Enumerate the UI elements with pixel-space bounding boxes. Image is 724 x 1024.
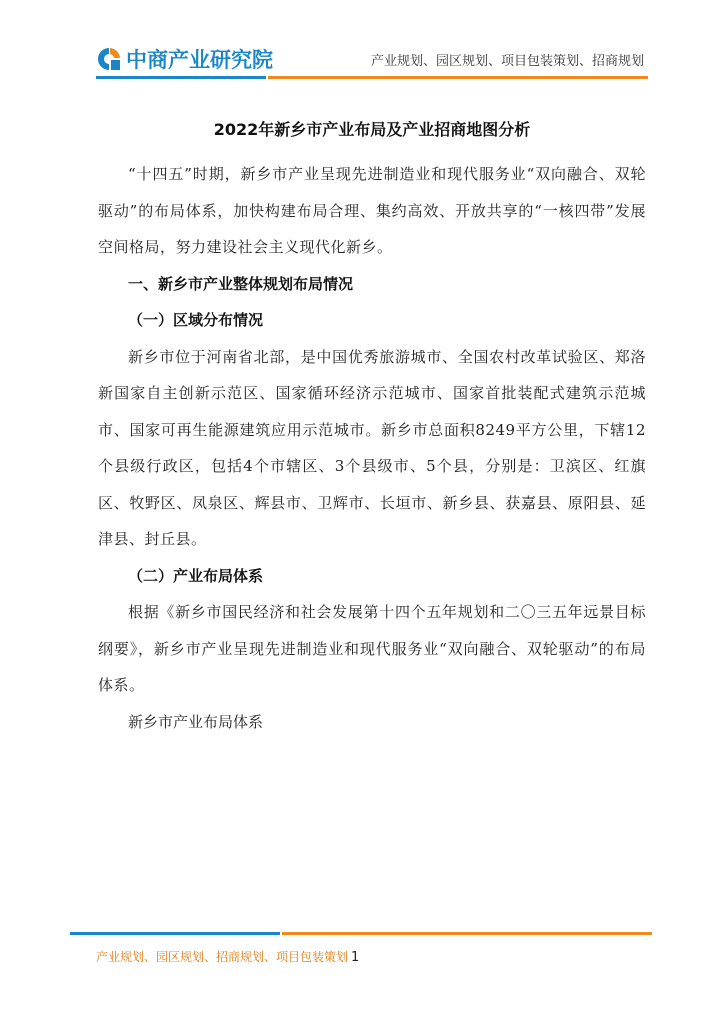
footer-divider-blue <box>70 932 280 935</box>
logo-text: 中商产业研究院 <box>126 48 273 72</box>
subsection-heading-industry: （二）产业布局体系 <box>128 566 264 585</box>
footer-text-row <box>96 948 359 965</box>
document-title: 2022年新乡市产业布局及产业招商地图分析 <box>213 120 531 139</box>
header-slogan: 产业规划、园区规划、项目包装策划、招商规划 <box>370 54 644 69</box>
section-heading: 一、新乡市产业整体规划布局情况 <box>128 274 354 293</box>
region-paragraph: 新乡市位于河南省北部，是中国优秀旅游城市、全国农村改革试验区、郑洛新国家自主创新示范区、国家循环经济示范城市、国家首批装配式建筑示范城市、国家可再生能源建筑应用示范城市。新乡市总面积8249平方公里，下辖12个县级行政区，包括4个市辖区、3个县级市、5个县，分别是：卫滨区、红旗区、牧野区、凤泉区、辉县市、卫辉市、长垣市、新乡县、获嘉县、原阳县、延津县、封丘县。 <box>98 347 646 548</box>
footer-divider-orange <box>282 932 652 935</box>
industry-paragraph: 根据《新乡市国民经济和社会发展第十四个五年规划和二〇三五年远景目标纲要》，新乡市产业呈现先进制造业和现代服务业“双向融合、双轮驱动”的布局体系。 <box>98 603 646 694</box>
logo <box>96 44 273 74</box>
intro-paragraph: “十四五”时期，新乡市产业呈现先进制造业和现代服务业“双向融合、双轮驱动”的布局体系，加快构建布局合理、集约高效、开放共享的“一核四带”发展空间格局，努力建设社会主义现代化新乡。 <box>98 165 646 256</box>
page-footer <box>0 920 724 980</box>
footer-slogan: 产业规划、园区规划、招商规划、项目包装策划 <box>96 950 349 964</box>
page-header <box>0 0 724 90</box>
figure-caption: 新乡市产业布局体系 <box>128 712 264 731</box>
header-divider-blue <box>96 76 266 79</box>
header-divider-orange <box>268 76 648 79</box>
document-body <box>98 118 646 740</box>
logo-icon <box>96 46 122 72</box>
subsection-heading-region: （一）区域分布情况 <box>128 311 264 329</box>
page-number: 1 <box>351 950 360 965</box>
